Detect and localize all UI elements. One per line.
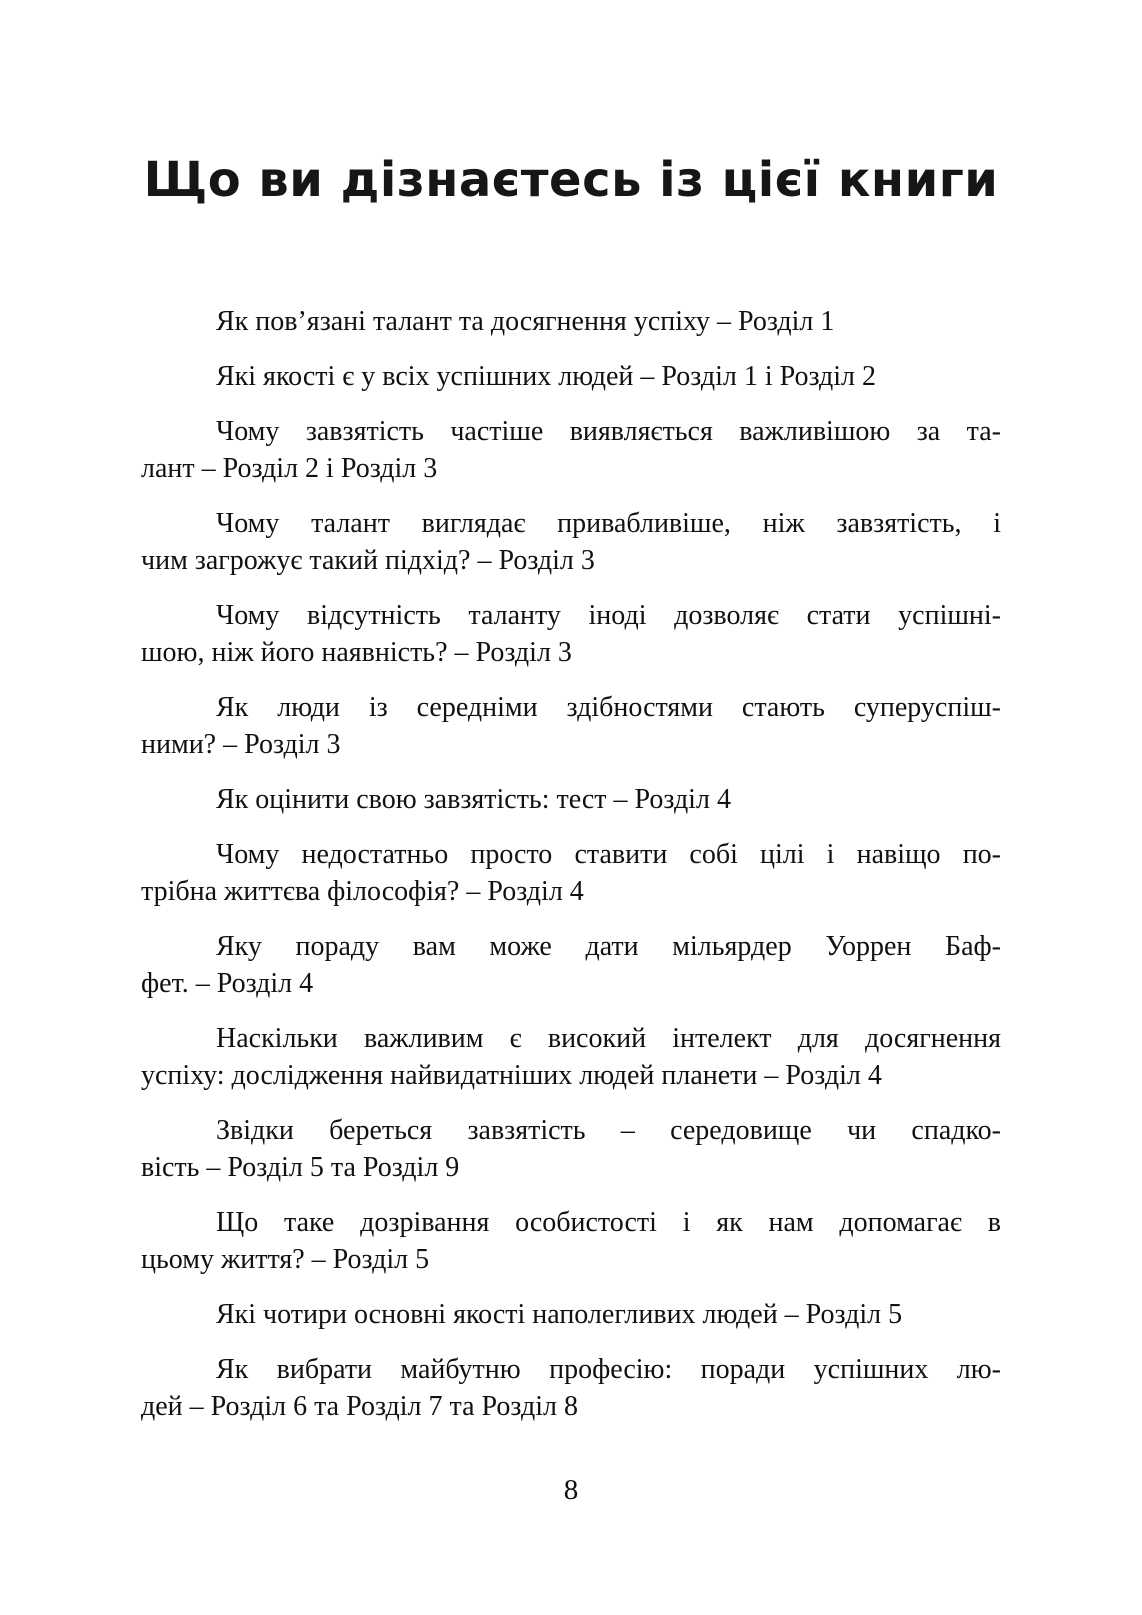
toc-line: Як люди із середніми здібностями стають суперуспіш- — [216, 692, 1001, 723]
toc-line: успіху: дослідження найвидатніших людей планети – Розділ 4 — [141, 1060, 882, 1091]
toc-line: Яку пораду вам може дати мільярдер Уоррен Баф- — [216, 931, 1001, 962]
toc-line: вість – Розділ 5 та Розділ 9 — [141, 1152, 460, 1183]
toc-line: фет. – Розділ 4 — [141, 968, 314, 999]
toc-paragraph — [141, 1204, 1001, 1278]
toc-line: шою, ніж його наявність? – Розділ 3 — [141, 637, 572, 668]
toc-line: трібна життєва філософія? – Розділ 4 — [141, 876, 584, 907]
toc-paragraph — [141, 1351, 1001, 1425]
toc-paragraph — [141, 597, 1001, 671]
toc-line: Що таке дозрівання особистості і як нам допомагає в — [216, 1207, 1001, 1238]
toc-line: ними? – Розділ 3 — [141, 729, 341, 760]
toc-line: Які чотири основні якості наполегливих людей – Розділ 5 — [216, 1299, 903, 1330]
page-number: 8 — [563, 1474, 579, 1506]
toc-paragraph — [141, 928, 1001, 1002]
toc-paragraph — [141, 689, 1001, 763]
toc-line: Як вибрати майбутню професію: поради успішних лю- — [216, 1354, 1001, 1385]
toc-paragraph — [141, 1020, 1001, 1094]
toc-line: Чому недостатньо просто ставити собі цілі і навіщо по- — [216, 839, 1001, 870]
toc-line: Наскільки важливим є високий інтелект для досягнення — [216, 1023, 1001, 1054]
toc-line: Як оцінити свою завзятість: тест – Розділ 4 — [216, 784, 731, 815]
toc-paragraph — [141, 1296, 1001, 1333]
toc-paragraph — [141, 505, 1001, 579]
toc-paragraph — [141, 836, 1001, 910]
toc-paragraph — [141, 1112, 1001, 1186]
toc-line: лант – Розділ 2 і Розділ 3 — [141, 453, 438, 484]
toc-line: Як пов’язані талант та досягнення успіху – Розділ 1 — [216, 306, 835, 337]
toc-paragraph — [141, 413, 1001, 487]
toc-line: цьому життя? – Розділ 5 — [141, 1244, 430, 1275]
toc-list — [141, 303, 1001, 1443]
toc-line: чим загрожує такий підхід? – Розділ 3 — [141, 545, 595, 576]
toc-line: Звідки береться завзятість – середовище чи спадко- — [216, 1115, 1001, 1146]
toc-line: Чому талант виглядає привабливіше, ніж завзятість, і — [216, 508, 1001, 539]
toc-paragraph — [141, 303, 1001, 340]
toc-paragraph — [141, 781, 1001, 818]
toc-line: Які якості є у всіх успішних людей – Розділ 1 і Розділ 2 — [216, 361, 877, 392]
toc-paragraph — [141, 358, 1001, 395]
toc-line: Чому відсутність таланту іноді дозволяє стати успішні- — [216, 600, 1001, 631]
toc-line: дей – Розділ 6 та Розділ 7 та Розділ 8 — [141, 1391, 578, 1422]
toc-line: Чому завзятість частіше виявляється важливішою за та- — [216, 416, 1001, 447]
page-title: Що ви дізнаєтесь із цієї книги — [143, 152, 999, 208]
